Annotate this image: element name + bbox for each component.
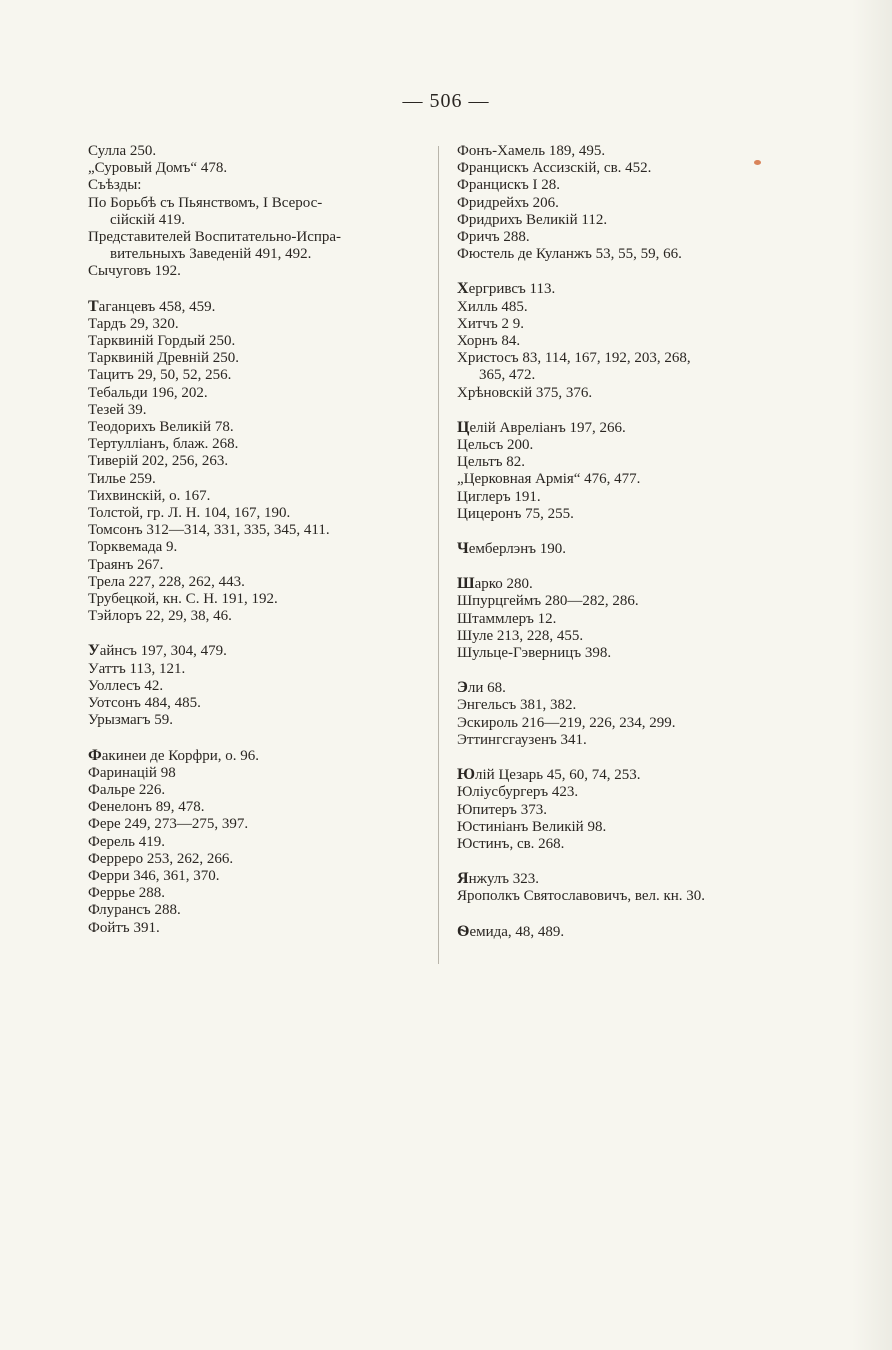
entry-text: Томсонъ 312—314, 331, 335, 345, 411. [88,522,330,539]
entry-text: айнсъ 197, 304, 479. [99,643,227,660]
entry-text: акинеи де Корфри, о. 96. [101,747,259,764]
entry-text: Тарквинiй Гордый 250. [88,333,236,350]
entry-text: Представителей Воспитательно-Испра- [88,229,342,246]
index-entry [88,350,436,367]
index-entry [457,766,817,784]
section-initial: Ф [88,746,102,764]
section-gap [88,625,436,642]
index-entry [457,195,817,212]
index-column-right [457,143,817,941]
index-entry [88,333,436,350]
index-entry [457,506,817,523]
section-gap [88,281,436,298]
index-entry [88,695,436,712]
entry-text: аганцевъ 458, 459. [98,298,216,315]
entry-text: Шуле 213, 228, 455. [457,627,584,644]
index-entry [457,299,817,316]
section-gap [457,402,817,419]
index-entry [88,385,436,402]
entry-text: Тезей 39. [88,401,147,418]
entry-text: Траянъ 267. [88,556,164,573]
index-entry [88,816,436,833]
entry-text: ли 68. [467,680,506,697]
entry-text: Юстинъ, св. 268. [457,835,565,852]
entry-text: Ферри 346, 361, 370. [88,867,220,884]
entry-text: Цельсъ 200. [457,437,534,454]
section-initial: Э [457,679,468,697]
entry-text: Юстинiанъ Великiй 98. [457,818,607,835]
index-column-left [88,143,436,937]
entry-text: Урызмагъ 59. [88,712,174,729]
entry-text: Цельтъ 82. [457,454,526,471]
index-entry [457,437,817,454]
index-entry [457,645,817,662]
index-entry [457,715,817,732]
index-entry [457,333,817,350]
index-entry [88,920,436,937]
entry-text: Фальре 226. [88,781,166,798]
entry-text: Тацитъ 29, 50, 52, 256. [88,367,232,384]
index-entry [88,902,436,919]
section-gap [457,263,817,280]
index-entry [88,834,436,851]
entry-text: Юлiусбургеръ 423. [457,784,579,801]
index-entry [88,885,436,902]
entry-text: емида, 48, 489. [469,923,565,940]
entry-text: Эскироль 216—219, 226, 234, 299. [457,714,676,731]
entry-text: Тэйлоръ 22, 29, 38, 46. [88,608,232,625]
entry-text: Сулла 250. [88,143,157,159]
index-entry [457,280,817,298]
entry-text: Ферель 419. [88,833,165,850]
entry-text: Шульце-Гэверницъ 398. [457,645,612,662]
index-entry [88,574,436,591]
index-entry [88,712,436,729]
entry-continuation: 365, 472. [479,367,536,384]
index-entry [88,298,436,316]
entry-text: Юпитеръ 373. [457,801,547,818]
entry-text: Христосъ 83, 114, 167, 192, 203, 268, [457,350,691,367]
entry-text: Уаттъ 113, 121. [88,660,186,677]
index-entry [457,229,817,246]
entry-continuation: сiйскiй 419. [110,211,185,228]
section-initial: У [88,642,100,660]
entry-text: Хитчъ 2 9. [457,315,524,332]
index-entry [88,160,436,177]
index-entry [88,229,436,263]
section-gap [457,906,817,923]
entry-text: елiй Аврелiанъ 197, 266. [469,419,626,436]
index-entry [88,678,436,695]
index-entry [88,591,436,608]
entry-text: Энгельсъ 381, 382. [457,697,577,714]
entry-text: Фонъ-Хамель 189, 495. [457,143,606,159]
entry-text: Тилье 259. [88,470,156,487]
index-entry [457,350,817,384]
section-gap [457,662,817,679]
index-entry [457,697,817,714]
entry-text: „Церковная Армiя“ 476, 477. [457,471,641,488]
section-initial: Ч [457,540,469,558]
entry-text: Тардъ 29, 320. [88,315,179,332]
index-entry [457,471,817,488]
ink-spot [754,160,761,165]
entry-text: нжулъ 323. [468,871,540,888]
index-entry [457,489,817,506]
index-entry [88,851,436,868]
index-entry [457,385,817,402]
index-entry [457,316,817,333]
page-edge [852,0,892,1350]
section-initial: Т [88,297,99,315]
index-entry [88,316,436,333]
index-entry [88,868,436,885]
index-entry [457,628,817,645]
index-entry [457,160,817,177]
entry-text: Фюстель де Куланжъ 53, 55, 59, 66. [457,246,682,263]
index-entry [457,923,817,941]
entry-text: Трубецкой, кн. С. Н. 191, 192. [88,591,278,608]
index-entry [88,471,436,488]
section-initial: Ш [457,575,475,593]
index-entry [457,784,817,801]
index-entry [88,557,436,574]
entry-continuation: вительныхъ Заведенiй 491, 492. [110,246,312,263]
index-entry [88,143,436,160]
index-entry [457,177,817,194]
index-entry [457,679,817,697]
entry-text: Тиверiй 202, 256, 263. [88,453,229,470]
entry-text: Цицеронъ 75, 255. [457,505,574,522]
entry-text: Хрѣновскiй 375, 376. [457,384,593,401]
entry-text: емберлэнъ 190. [468,541,567,558]
entry-text: Уотсонъ 484, 485. [88,695,201,712]
entry-text: Сычуговъ 192. [88,263,181,280]
entry-text: Штаммлеръ 12. [457,610,557,627]
entry-text: Ферреро 253, 262, 266. [88,850,234,867]
index-entry [88,488,436,505]
entry-text: Циглеръ 191. [457,488,541,505]
section-initial: Ю [457,766,476,784]
entry-text: „Суровый Домъ“ 478. [88,160,228,177]
entry-text: Трела 227, 228, 262, 443. [88,573,245,590]
entry-text: лiй Цезарь 45, 60, 74, 253. [475,767,641,784]
entry-text: Тарквинiй Древнiй 250. [88,350,240,367]
index-entry [457,611,817,628]
entry-text: По Борьбѣ съ Пьянствомъ, I Всерос- [88,194,323,211]
index-entry [88,539,436,556]
entry-text: Тебальди 196, 202. [88,384,208,401]
entry-text: Фере 249, 273—275, 397. [88,816,249,833]
section-initial: Х [457,280,469,298]
index-entry [457,836,817,853]
index-entry [457,246,817,263]
index-entry [88,402,436,419]
index-entry [88,782,436,799]
index-entry [457,888,817,905]
index-entry [88,367,436,384]
index-entry [457,454,817,471]
index-entry [88,642,436,660]
section-gap [457,558,817,575]
entry-text: Торквемада 9. [88,539,178,556]
entry-text: Фенелонъ 89, 478. [88,799,205,816]
section-gap [88,730,436,747]
entry-text: Съѣзды: [88,177,142,194]
entry-text: Фридрихъ Великiй 112. [457,211,608,228]
index-entry [457,575,817,593]
entry-text: Фойтъ 391. [88,919,160,936]
entry-text: Толстой, гр. Л. Н. 104, 167, 190. [88,505,291,522]
index-entry [457,419,817,437]
index-entry [457,540,817,558]
section-gap [457,853,817,870]
column-divider [438,146,439,964]
index-entry [88,505,436,522]
index-entry [88,436,436,453]
entry-text: Феррье 288. [88,885,166,902]
section-gap [457,749,817,766]
index-entry [457,802,817,819]
entry-text: Шпурцгеймъ 280—282, 286. [457,593,639,610]
index-entry [457,593,817,610]
index-entry [88,177,436,194]
entry-text: Ярополкъ Святославовичъ, вел. кн. 30. [457,888,706,905]
entry-text: Флурансъ 288. [88,902,181,919]
index-entry [88,747,436,765]
index-entry [88,522,436,539]
index-entry [88,263,436,280]
entry-text: Хорнъ 84. [457,333,521,350]
index-entry [88,195,436,229]
section-initial: Ц [457,418,470,436]
entry-text: Теодорихъ Великiй 78. [88,419,234,436]
entry-text: Фридрейхъ 206. [457,194,559,211]
entry-text: Тихвинскiй, о. 167. [88,487,211,504]
index-entry [457,819,817,836]
section-initial: Я [457,870,469,888]
index-entry [88,453,436,470]
index-entry [457,870,817,888]
index-entry [457,212,817,229]
entry-text: Эттингсгаузенъ 341. [457,731,587,748]
entry-text: Тертулліанъ, блаж. 268. [88,436,239,453]
index-entry [457,732,817,749]
index-entry [88,661,436,678]
section-gap [457,523,817,540]
entry-text: Уоллесъ 42. [88,677,164,694]
index-entry [88,419,436,436]
index-entry [88,608,436,625]
index-entry [457,143,817,160]
entry-text: Францискъ Ассизскiй, св. 452. [457,160,652,177]
entry-text: Фаринацiй 98 [88,764,176,781]
entry-text: ергривсъ 113. [468,281,556,298]
entry-text: Хилль 485. [457,298,528,315]
page-number: — 506 — [402,90,490,112]
section-initial: Ѳ [457,922,470,940]
index-entry [88,799,436,816]
entry-text: арко 280. [474,576,533,593]
entry-text: Фричъ 288. [457,229,530,246]
entry-text: Францискъ I 28. [457,177,561,194]
index-entry [88,765,436,782]
